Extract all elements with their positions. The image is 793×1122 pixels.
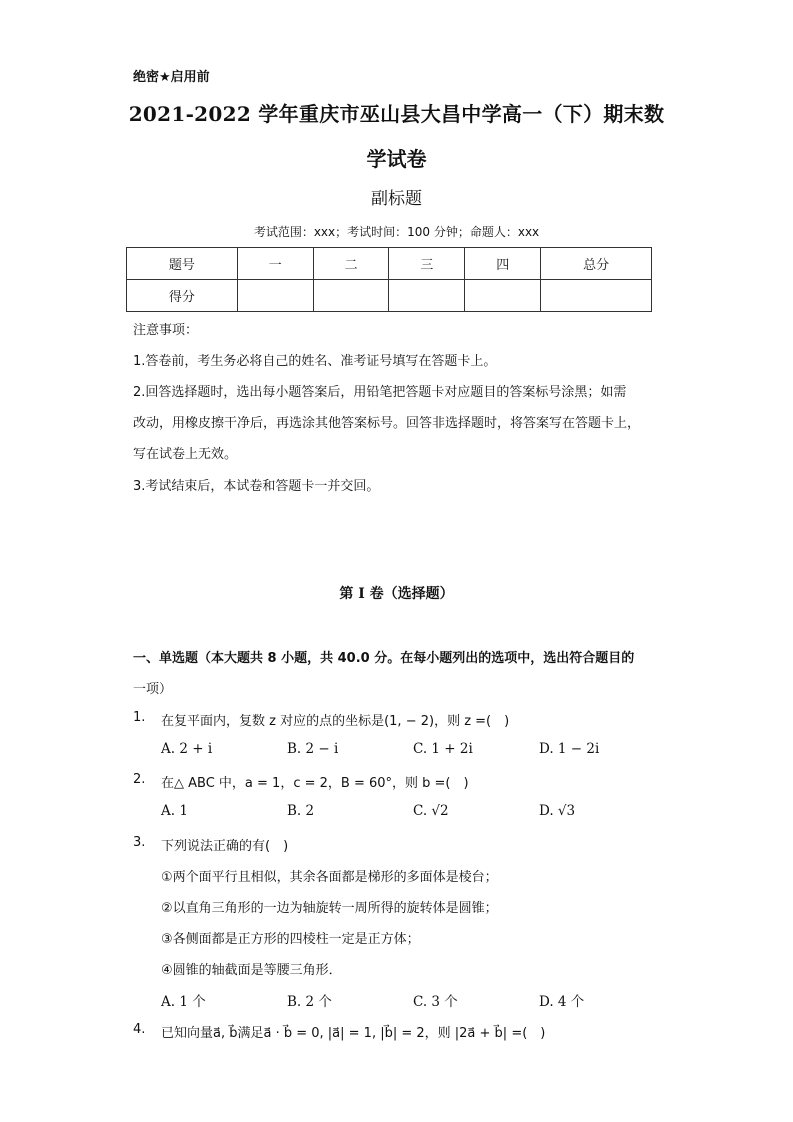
statement-item: ④圆锥的轴截面是等腰三角形． xyxy=(161,963,342,978)
score-entry-cell[interactable] xyxy=(313,280,389,312)
question-stem: 在复平面内，复数 z 对应的点的坐标是(1, − 2)，则 z =( ) xyxy=(161,714,510,729)
question-number: 2. xyxy=(133,772,146,787)
score-table-cell: 一 xyxy=(237,248,313,280)
note-item: 3.考试结束后，本试卷和答题卡一并交回。 xyxy=(133,479,380,494)
note-item: 1.答卷前，考生务必将自己的姓名、准考证号填写在答题卡上。 xyxy=(133,354,497,369)
option-d: D. √3 xyxy=(539,803,576,819)
score-entry-cell[interactable] xyxy=(237,280,313,312)
exam-info: 考试范围：xxx；考试时间：100 分钟；命题人：xxx xyxy=(253,225,540,239)
statement-item: ②以直角三角形的一边为轴旋转一周所得的旋转体是圆锥； xyxy=(161,901,498,916)
option-a: A. 2 + i xyxy=(161,741,213,757)
option-c: C. 3 个 xyxy=(413,994,458,1010)
question-stem: 在△ ABC 中，a = 1，c = 2，B = 60°，则 b =( ) xyxy=(161,776,469,791)
exam-subtitle: 副标题 xyxy=(371,189,422,209)
note-item: 改动，用橡皮擦干净后，再选涂其他答案标号。回答非选择题时，将答案写在答题卡上， xyxy=(133,416,641,431)
score-table-cell: 四 xyxy=(465,248,541,280)
note-item: 写在试卷上无效。 xyxy=(133,447,238,462)
question-number: 1. xyxy=(133,710,146,725)
exam-title-line1: 2021-2022 学年重庆市巫山县大昌中学高一（下）期末数 xyxy=(128,102,665,126)
score-table xyxy=(126,247,652,312)
option-c: C. 1 + 2i xyxy=(413,741,473,757)
score-table-header-row xyxy=(127,248,652,280)
option-d: D. 4 个 xyxy=(539,994,585,1010)
score-entry-cell[interactable] xyxy=(465,280,541,312)
score-table-cell: 总分 xyxy=(541,248,652,280)
note-item: 2.回答选择题时，选出每小题答案后，用铅笔把答题卡对应题目的答案标号涂黑；如需 xyxy=(133,385,627,400)
score-entry-cell[interactable] xyxy=(541,280,652,312)
option-b: B. 2 xyxy=(287,803,315,819)
option-b: B. 2 − i xyxy=(287,741,339,757)
option-d: D. 1 − 2i xyxy=(539,741,600,757)
secret-mark: 绝密★启用前 xyxy=(133,70,210,85)
section-title: 第 I 卷（选择题） xyxy=(339,586,454,602)
score-table-cell: 二 xyxy=(313,248,389,280)
option-a: A. 1 xyxy=(161,803,188,819)
question-stem: 已知向量a⃗, b⃗满足a⃗ · b⃗ = 0, |a⃗| = 1, |b⃗| = 2，则 |2a⃗ + b⃗| =( ) xyxy=(161,1026,546,1041)
score-table-cell: 三 xyxy=(389,248,465,280)
option-a: A. 1 个 xyxy=(161,994,206,1010)
part-heading-cont: 一项） xyxy=(133,682,173,697)
statement-item: ③各侧面都是正方形的四棱柱一定是正方体； xyxy=(161,932,420,947)
score-table-cell: 题号 xyxy=(127,248,238,280)
option-b: B. 2 个 xyxy=(287,994,332,1010)
score-table-score-row xyxy=(127,280,652,312)
exam-title-line2: 学试卷 xyxy=(366,147,427,171)
notes-heading: 注意事项： xyxy=(133,323,199,338)
question-number: 3. xyxy=(133,835,146,850)
option-c: C. √2 xyxy=(413,803,449,819)
score-table-cell: 得分 xyxy=(127,280,238,312)
part-heading: 一、单选题（本大题共 8 小题，共 40.0 分。在每小题列出的选项中，选出符合题目的 xyxy=(133,651,635,666)
statement-item: ①两个面平行且相似，其余各面都是梯形的多面体是棱台； xyxy=(161,870,498,885)
question-stem: 下列说法正确的有( ) xyxy=(161,839,289,854)
score-entry-cell[interactable] xyxy=(389,280,465,312)
question-number: 4. xyxy=(133,1022,146,1037)
